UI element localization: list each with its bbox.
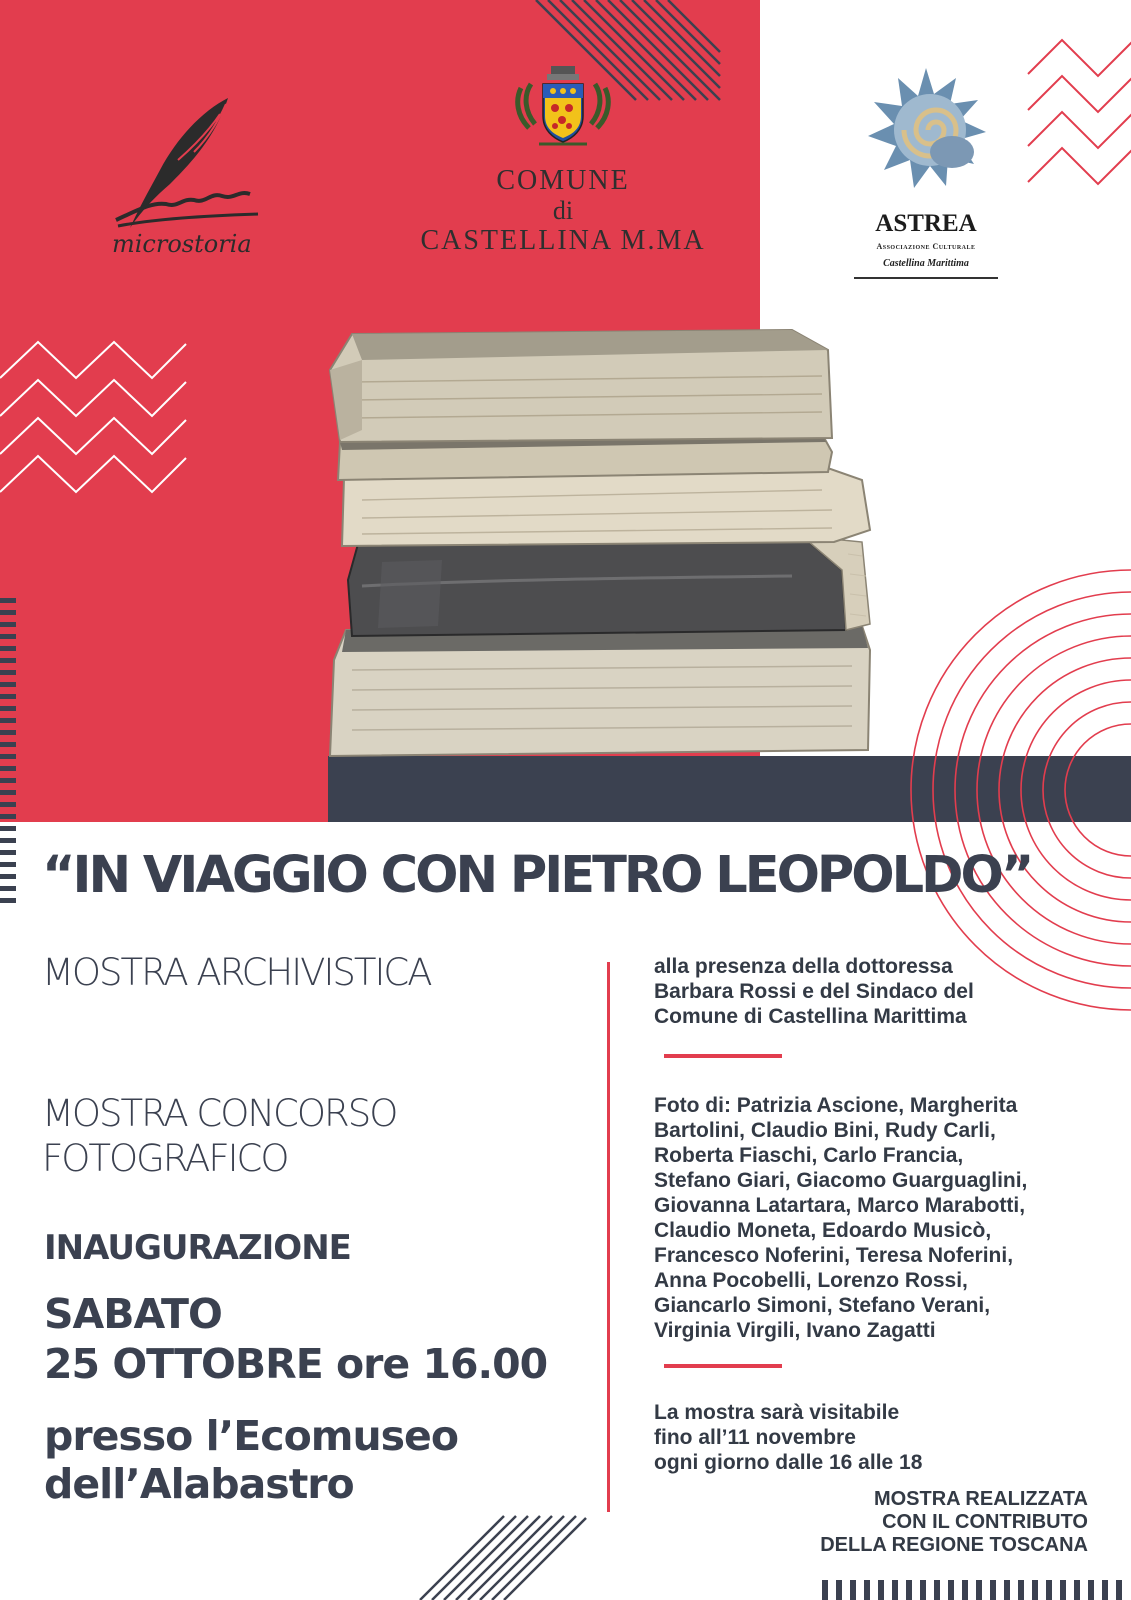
astrea-rule bbox=[854, 277, 998, 279]
presence-line: alla presenza della dottoressa bbox=[654, 955, 953, 978]
inauguration-label: INAUGURAZIONE bbox=[44, 1228, 351, 1268]
credit-line: DELLA REGIONE TOSCANA bbox=[820, 1534, 1088, 1556]
event-day: SABATO bbox=[44, 1290, 222, 1338]
visiting-line: ogni giorno dalle 16 alle 18 bbox=[654, 1451, 923, 1474]
photographers-line: Roberta Fiaschi, Carlo Francia, bbox=[654, 1144, 964, 1167]
photographers-line: Giovanna Latartara, Marco Marabotti, bbox=[654, 1194, 1026, 1217]
photographers-line: Anna Pocobelli, Lorenzo Rossi, bbox=[654, 1269, 968, 1292]
presence-block bbox=[654, 954, 974, 1029]
funding-credit-block bbox=[760, 1488, 1088, 1557]
red-dash-separator bbox=[664, 1054, 782, 1058]
microstoria-logo bbox=[108, 92, 268, 267]
exhibit-photo-line2: FOTOGRAFICO bbox=[42, 1137, 288, 1180]
event-title: “IN VIAGGIO CON PIETRO LEOPOLDO” bbox=[42, 846, 1032, 905]
venue-line2: dell’Alabastro bbox=[44, 1460, 354, 1508]
vertical-divider bbox=[607, 962, 610, 1512]
astrea-place: Castellina Marittima bbox=[883, 258, 969, 269]
presence-line: Comune di Castellina Marittima bbox=[654, 1005, 967, 1028]
comune-line2: di bbox=[552, 196, 574, 225]
red-dash-separator bbox=[664, 1364, 782, 1368]
photographers-line: Bartolini, Claudio Bini, Rudy Carli, bbox=[654, 1119, 996, 1142]
visiting-line: fino all’11 novembre bbox=[654, 1426, 856, 1449]
credit-line: CON IL CONTRIBUTO bbox=[882, 1511, 1088, 1533]
striped-bar-decoration-bottom bbox=[822, 1580, 1131, 1600]
seashell-icon bbox=[848, 60, 1004, 210]
visiting-hours-block bbox=[654, 1400, 922, 1475]
microstoria-wordmark: microstoria bbox=[112, 230, 252, 258]
credit-line: MOSTRA REALIZZATA bbox=[873, 1488, 1088, 1510]
presence-line: Barbara Rossi e del Sindaco del bbox=[654, 980, 974, 1003]
old-books-stack-image bbox=[322, 330, 894, 757]
venue-line1: presso l’Ecomuseo bbox=[44, 1412, 459, 1460]
diagonal-lines-decoration-bottom bbox=[420, 1516, 590, 1600]
event-date-time: 25 OTTOBRE ore 16.00 bbox=[44, 1340, 548, 1388]
photographers-line: Foto di: Patrizia Ascione, Margherita bbox=[654, 1094, 1018, 1117]
comune-logo bbox=[398, 64, 728, 264]
coat-of-arms-icon bbox=[503, 64, 623, 162]
comune-line3: CASTELLINA M.MA bbox=[420, 225, 706, 256]
astrea-subtitle: Associazione Culturale bbox=[876, 242, 976, 251]
exhibit-photo-line1: MOSTRA CONCORSO bbox=[42, 1092, 397, 1135]
photographers-line: Claudio Moneta, Edoardo Musicò, bbox=[654, 1219, 992, 1242]
photographers-line: Stefano Giari, Giacomo Guarguaglini, bbox=[654, 1169, 1028, 1192]
comune-line1: COMUNE bbox=[496, 165, 630, 196]
visiting-line: La mostra sarà visitabile bbox=[654, 1401, 900, 1424]
photographers-line: Giancarlo Simoni, Stefano Verani, bbox=[654, 1294, 991, 1317]
exhibit-archival: MOSTRA ARCHIVISTICA bbox=[42, 951, 431, 994]
quill-icon bbox=[108, 92, 268, 232]
astrea-name: ASTREA bbox=[875, 210, 977, 237]
photographers-line: Virginia Virgili, Ivano Zagatti bbox=[654, 1319, 936, 1342]
photographers-block bbox=[654, 1093, 1027, 1343]
photographers-line: Francesco Noferini, Teresa Noferini, bbox=[654, 1244, 1014, 1267]
astrea-logo bbox=[848, 60, 1004, 282]
